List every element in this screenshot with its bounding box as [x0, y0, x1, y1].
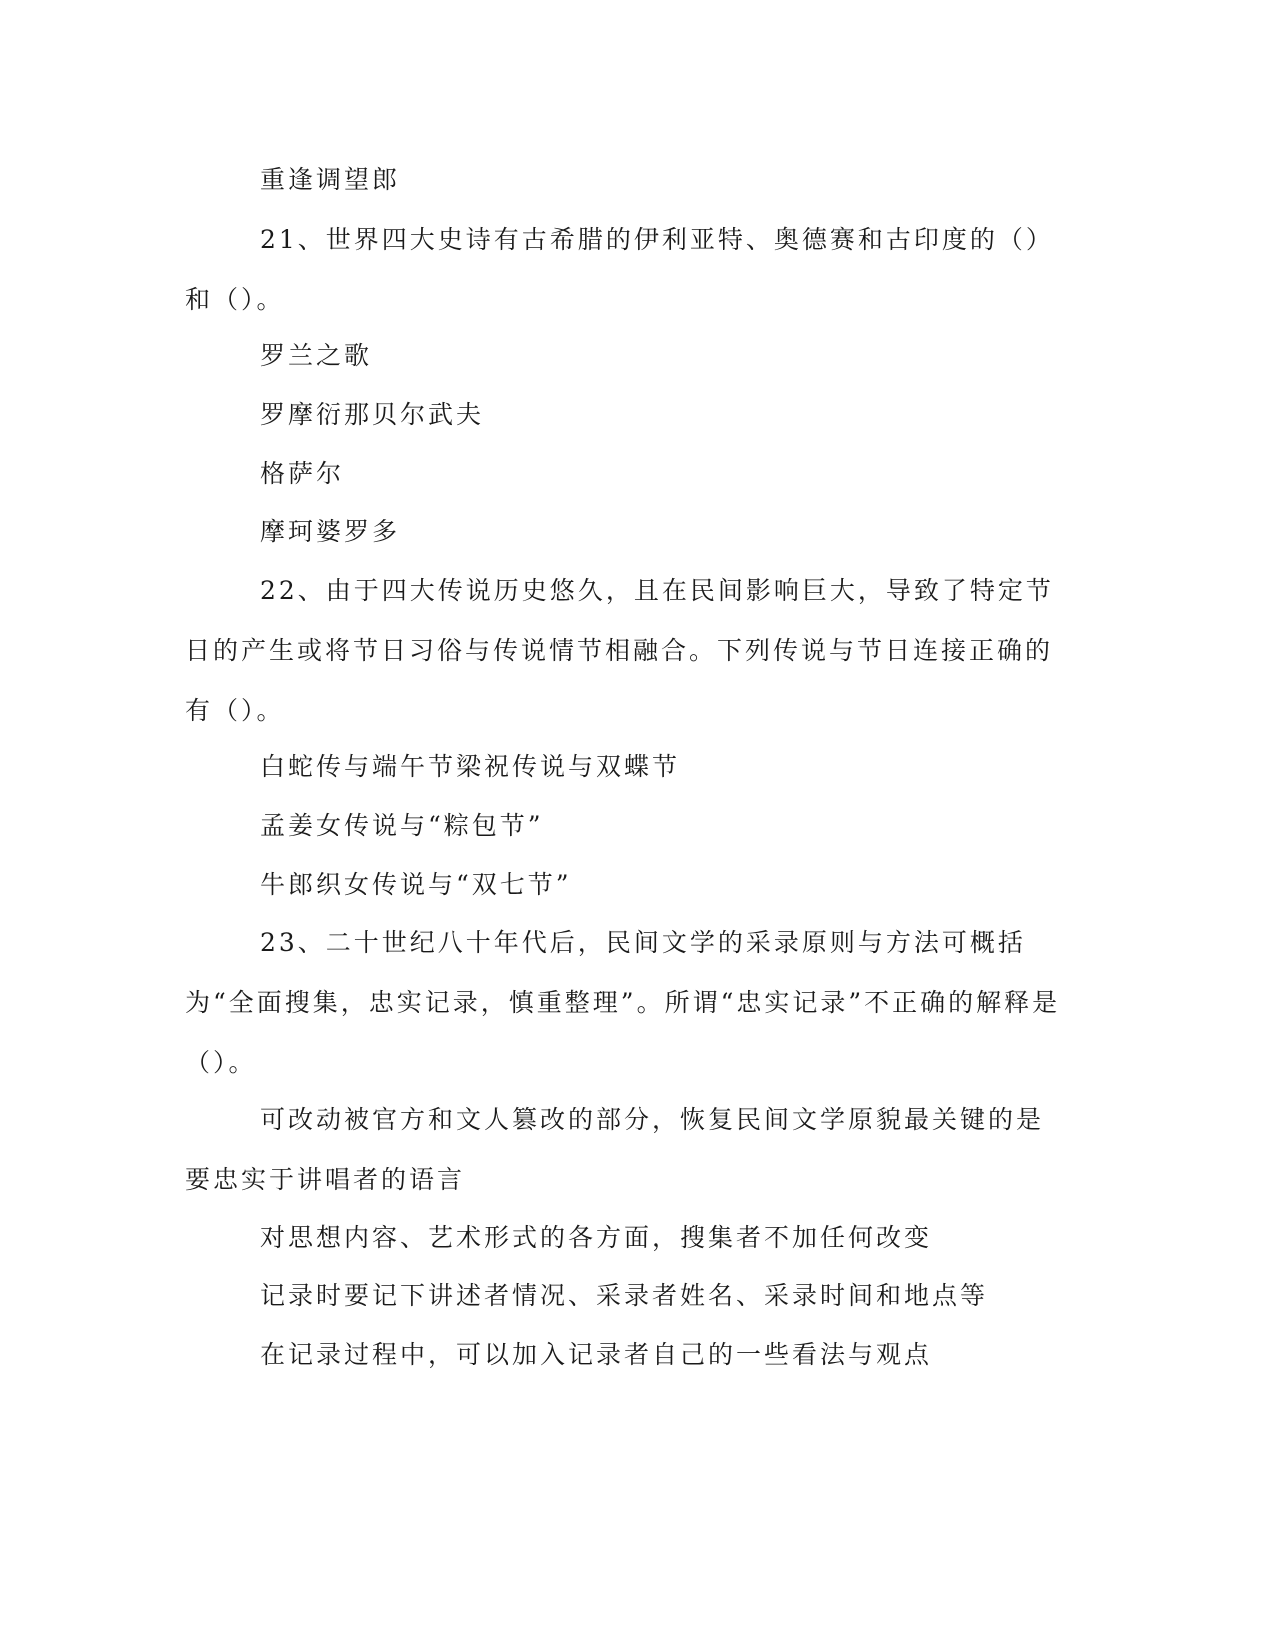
question-21-option-3: 格萨尔 [260, 459, 345, 488]
question-22-stem: 22、由于四大传说历史悠久，且在民间影响巨大，导致了特定节日的产生或将节日习俗与传说情节相融合。下列传说与节日连接正确的有（）。 [185, 576, 1054, 725]
question-21-option-4: 摩珂婆罗多 [260, 517, 401, 546]
question-23-option-4: 在记录过程中，可以加入记录者自己的一些看法与观点 [260, 1340, 933, 1369]
prev-option: 重逢调望郎 [260, 165, 401, 194]
question-23-stem: 23、二十世纪八十年代后，民间文学的采录原则与方法可概括为“全面搜集，忠实记录，慎重整理”。所谓“忠实记录”不正确的解释是（）。 [185, 928, 1061, 1077]
question-21-option-2: 罗摩衍那贝尔武夫 [260, 400, 485, 429]
question-22-option-2: 孟姜女传说与“粽包节” [260, 811, 544, 840]
question-21-option-1: 罗兰之歌 [260, 341, 373, 370]
question-23-option-2: 对思想内容、艺术形式的各方面，搜集者不加任何改变 [260, 1223, 933, 1252]
question-21-stem: 21、世界四大史诗有古希腊的伊利亚特、奥德赛和古印度的（）和（）。 [185, 225, 1054, 314]
question-23-option-3: 记录时要记下讲述者情况、采录者姓名、采录时间和地点等 [260, 1281, 989, 1310]
question-22-option-3: 牛郎织女传说与“双七节” [260, 870, 572, 899]
question-23-option-1: 可改动被官方和文人篡改的部分，恢复民间文学原貌最关键的是要忠实于讲唱者的语言 [185, 1105, 1045, 1194]
question-22-option-1: 白蛇传与端午节梁祝传说与双蝶节 [260, 752, 681, 781]
